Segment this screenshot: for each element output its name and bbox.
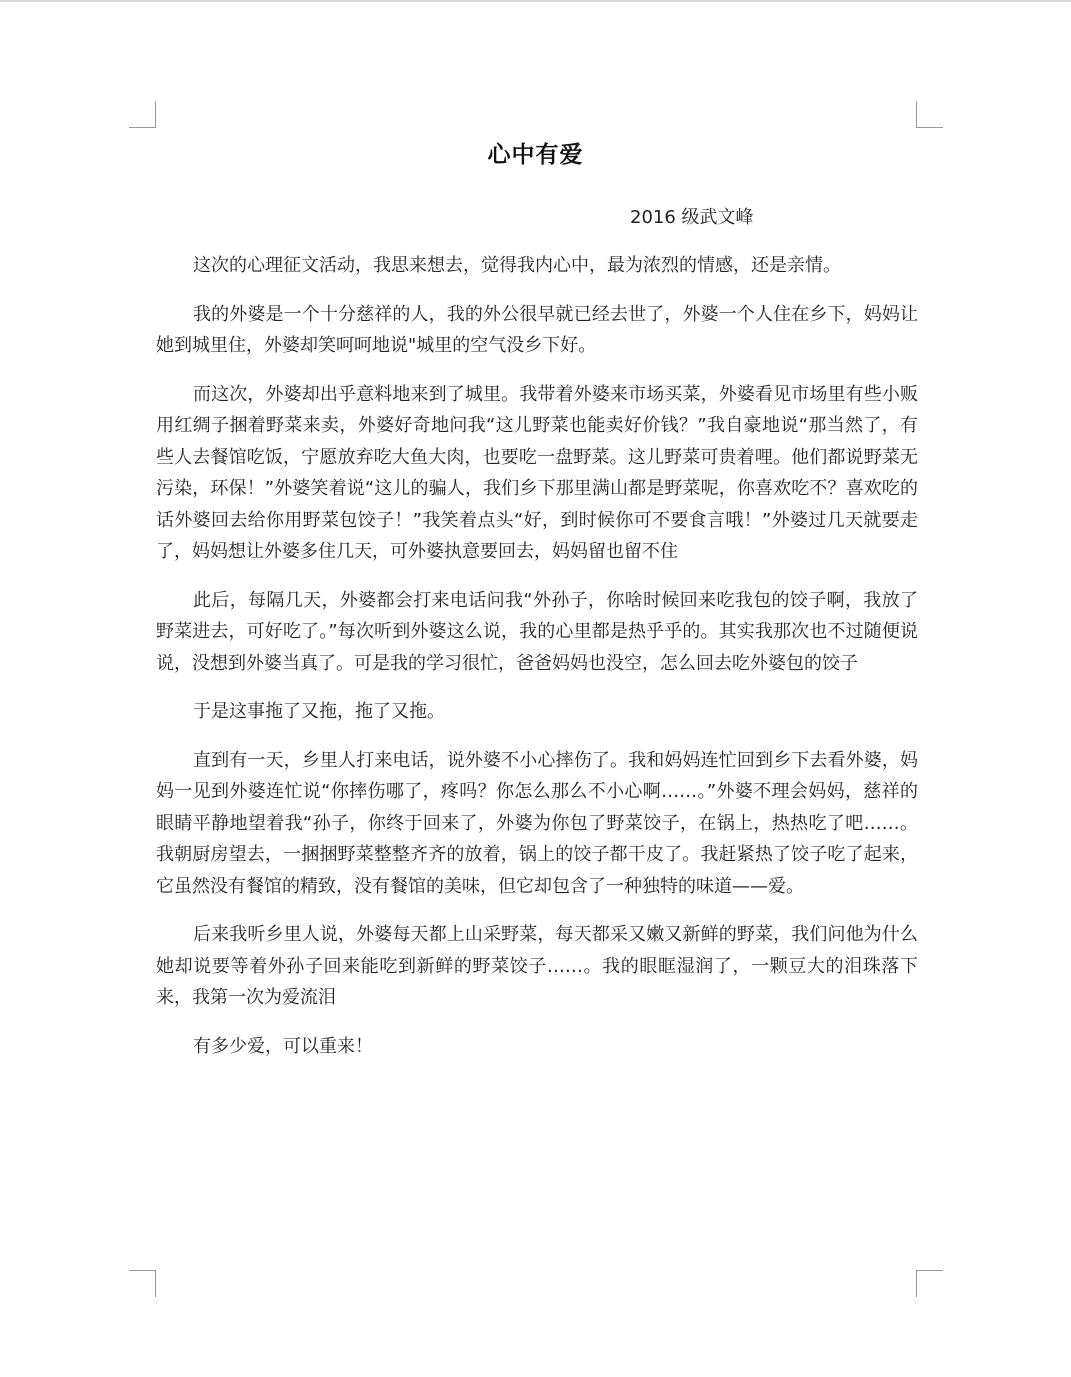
paragraph-6: 直到有一天，乡里人打来电话，说外婆不小心摔伤了。我和妈妈连忙回到乡下去看外婆，妈妈一见到外婆连忙说“你摔伤哪了，疼吗？你怎么那么不小心啊……。”外婆不理会妈妈，慈祥的眼睛平静地望着我“孙子，你终于回来了，外婆为你包了野菜饺子，在锅上，热热吃了吧……。我朝厨房望去，一捆捆野菜整整齐齐的放着，锅上的饺子都干皮了。我赶紧热了饺子吃了起来，它虽然没有餐馆的精致，没有餐馆的美味，但它却包含了一种独特的味道——爱。 [156, 749, 918, 897]
paragraph-2: 我的外婆是一个十分慈祥的人，我的外公很早就已经去世了，外婆一个人住在乡下，妈妈让她到城里住，外婆却笑呵呵地说"城里的空气没乡下好。 [156, 303, 918, 356]
paragraph-3: 而这次，外婆却出乎意料地来到了城里。我带着外婆来市场买菜，外婆看见市场里有些小贩用红绸子捆着野菜来卖，外婆好奇地问我“这儿野菜也能卖好价钱？”我自豪地说“那当然了，有些人去餐馆吃饭，宁愿放弃吃大鱼大肉，也要吃一盘野菜。这儿野菜可贵着哩。他们都说野菜无污染，环保！”外婆笑着说“这儿的骗人，我们乡下那里满山都是野菜呢，你喜欢吃不？喜欢吃的话外婆回去给你用野菜包饺子！”我笑着点头“好，到时候你可不要食言哦！”外婆过几天就要走了，妈妈想让外婆多住几天，可外婆执意要回去，妈妈留也留不住 [156, 383, 918, 562]
paragraph-4: 此后，每隔几天，外婆都会打来电话问我“外孙子，你啥时候回来吃我包的饺子啊，我放了野菜进去，可好吃了。”每次听到外婆这么说，我的心里都是热乎乎的。其实我那次也不过随便说说，没想到外婆当真了。可是我的学习很忙，爸爸妈妈也没空，怎么回去吃外婆包的饺子 [156, 589, 918, 674]
page-title: 心中有爱 [487, 142, 584, 168]
paragraph-8: 有多少爱，可以重来！ [193, 1035, 373, 1057]
author-line: 2016 级武文峰 [630, 207, 754, 228]
paragraph-7: 后来我听乡里人说，外婆每天都上山采野菜，每天都采又嫩又新鲜的野菜，我们问他为什么她却说要等着外孙子回来能吃到新鲜的野菜饺子……。我的眼眶湿润了，一颗豆大的泪珠落下来，我第一次为爱流泪 [156, 924, 918, 1008]
document-body [156, 250, 918, 1079]
margin-corner-top-right [916, 101, 943, 128]
paragraph-5: 于是这事拖了又拖，拖了又拖。 [193, 701, 445, 722]
margin-corner-top-left [129, 101, 156, 128]
margin-corner-bottom-left [129, 1270, 156, 1297]
top-border [0, 0, 1071, 2]
margin-corner-bottom-right [916, 1270, 943, 1297]
paragraph-1: 这次的心理征文活动，我思来想去，觉得我内心中，最为浓烈的情感，还是亲情。 [193, 255, 841, 276]
